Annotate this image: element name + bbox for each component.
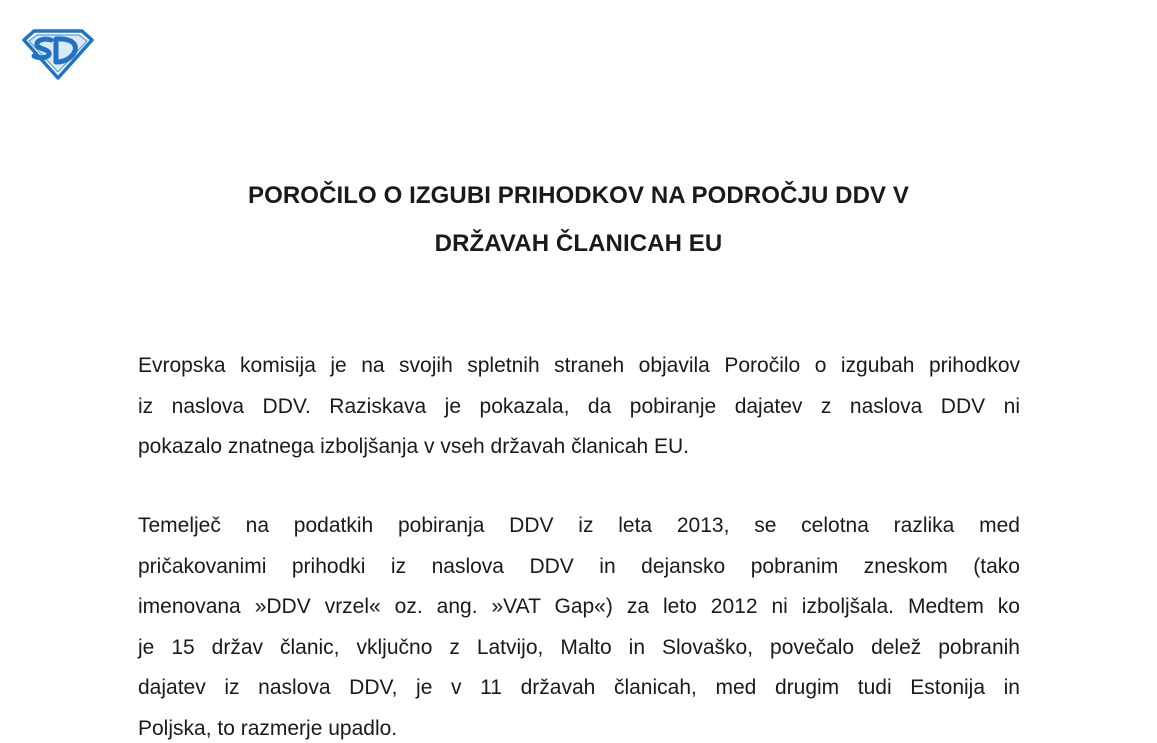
paragraph-1 — [138, 346, 1020, 468]
paragraph-2-line: dajatev iz naslova DDV, je v 11 državah članicah, med drugim tudi Estonija in — [138, 676, 1020, 699]
paragraph-2 — [138, 506, 1020, 743]
title-line-1: POROČILO O IZGUBI PRIHODKOV NA PODROČJU DDV V — [248, 182, 909, 209]
document-title — [0, 172, 1157, 268]
title-line-2: DRŽAVAH ČLANICAH EU — [434, 230, 723, 257]
paragraph-1-line: iz naslova DDV. Raziskava je pokazala, da pobiranje dajatev z naslova DDV ni — [138, 394, 1020, 418]
sd-shield-logo-icon — [20, 26, 96, 82]
paragraph-2-line: imenovana »DDV vrzel« oz. ang. »VAT Gap«) za leto 2012 ni izboljšala. Medtem ko — [138, 595, 1020, 618]
paragraph-2-line: Temelječ na podatkih pobiranja DDV iz leta 2013, se celotna razlika med — [138, 514, 1020, 537]
paragraph-2-line: pričakovanimi prihodki iz naslova DDV in dejansko pobranim zneskom (tako — [138, 554, 1020, 578]
paragraph-2-line: je 15 držav članic, vključno z Latvijo, Malto in Slovaško, povečalo delež pobranih — [138, 635, 1020, 659]
paragraph-2-line: Poljska, to razmerje upadlo. — [138, 716, 398, 740]
paragraph-1-line: Evropska komisija je na svojih spletnih straneh objavila Poročilo o izgubah prihodkov — [138, 354, 1020, 377]
paragraph-1-line: pokazalo znatnega izboljšanja v vseh državah članicah EU. — [138, 435, 689, 458]
